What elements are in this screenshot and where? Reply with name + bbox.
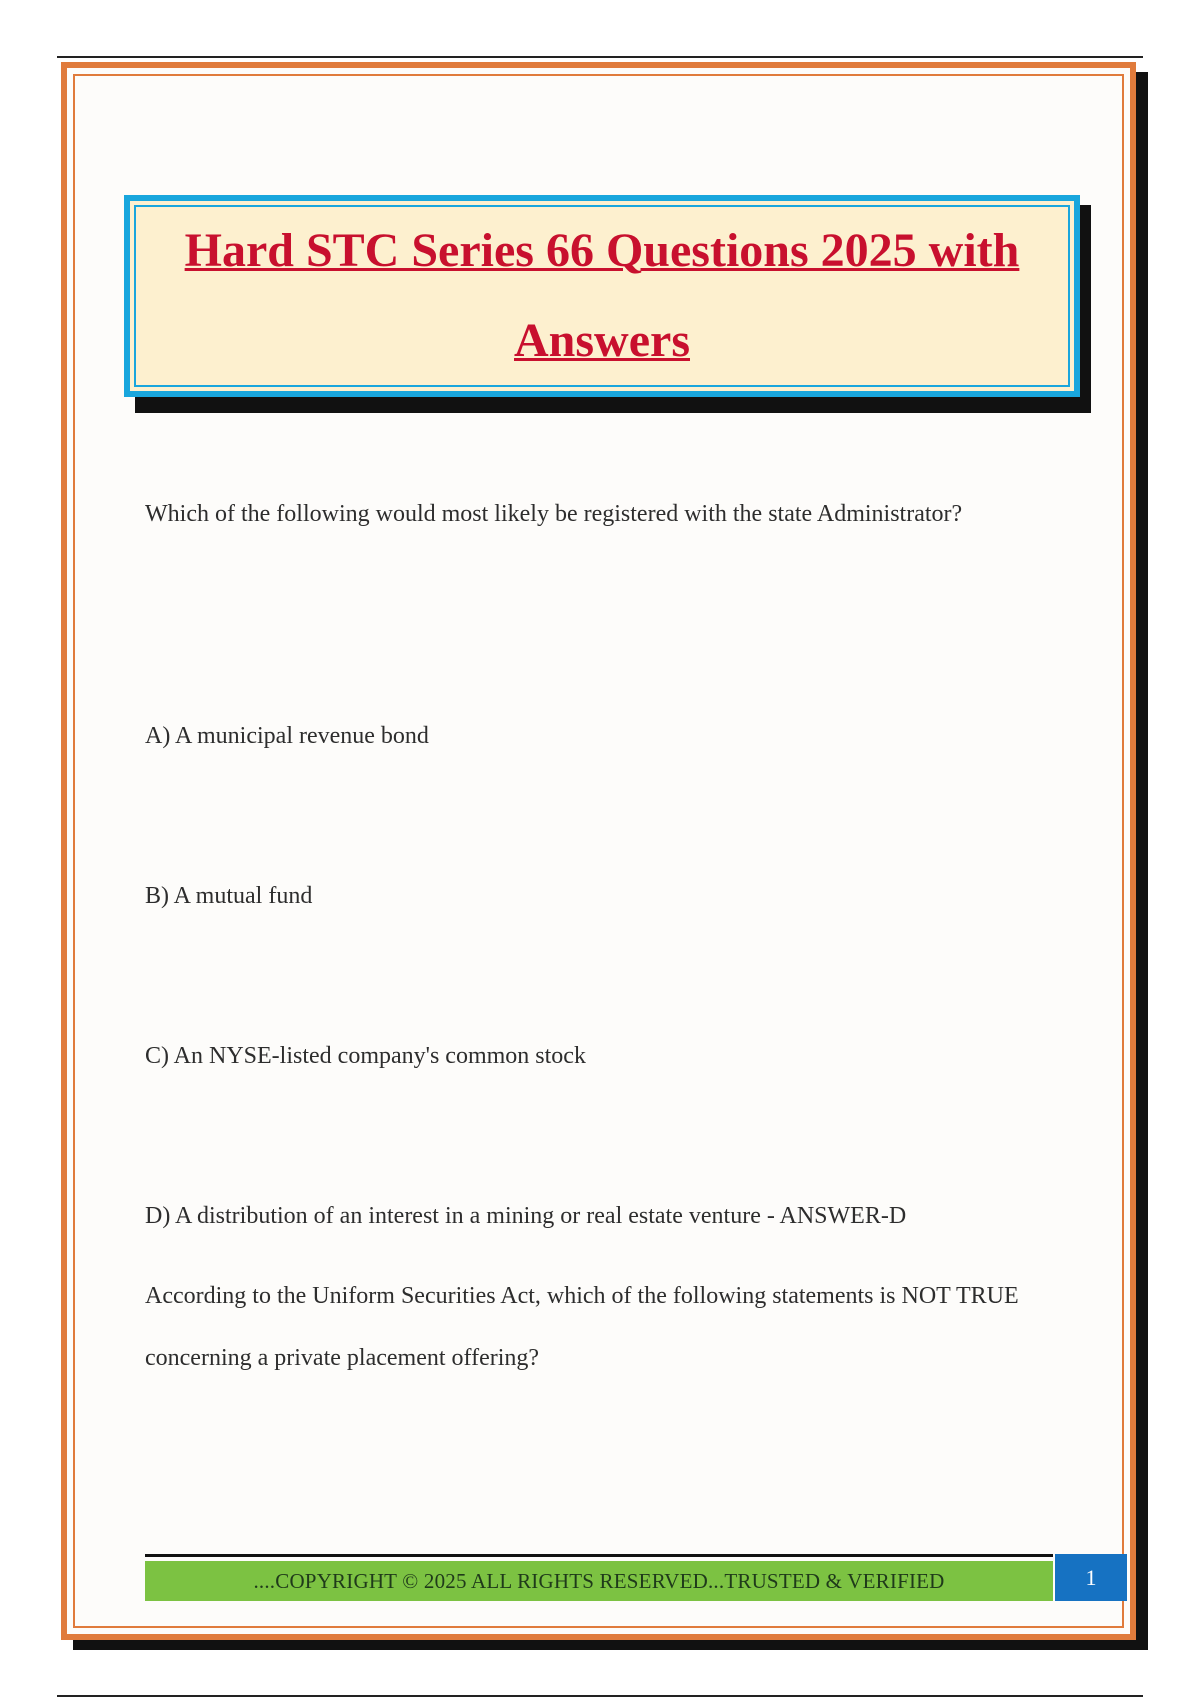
footer-copyright-bar bbox=[145, 1561, 1053, 1601]
question-2-text: According to the Uniform Securities Act, which of the following statements is NOT TRUE concerning a private placement offering? bbox=[145, 1283, 1019, 1371]
page-number-badge bbox=[1055, 1554, 1127, 1601]
question-1-text: Which of the following would most likely be registered with the state Administrator? bbox=[145, 501, 963, 527]
title-box bbox=[124, 195, 1080, 397]
bottom-divider bbox=[57, 1695, 1143, 1697]
question-1-option-c: C) An NYSE-listed company's common stock bbox=[145, 1043, 586, 1069]
page-number: 1 bbox=[1085, 1564, 1097, 1590]
question-1-option-a: A) A municipal revenue bond bbox=[145, 723, 429, 749]
question-1-option-b: B) A mutual fund bbox=[145, 883, 313, 909]
top-divider bbox=[57, 56, 1143, 58]
question-1-option-d: D) A distribution of an interest in a mining or real estate venture - ANSWER-D bbox=[145, 1203, 907, 1229]
footer-copyright-text: ....COPYRIGHT © 2025 ALL RIGHTS RESERVED...TRUSTED & VERIFIED bbox=[253, 1568, 945, 1593]
document-title: Hard STC Series 66 Questions 2025 with Answers bbox=[184, 224, 1020, 367]
footer-divider bbox=[145, 1554, 1053, 1557]
